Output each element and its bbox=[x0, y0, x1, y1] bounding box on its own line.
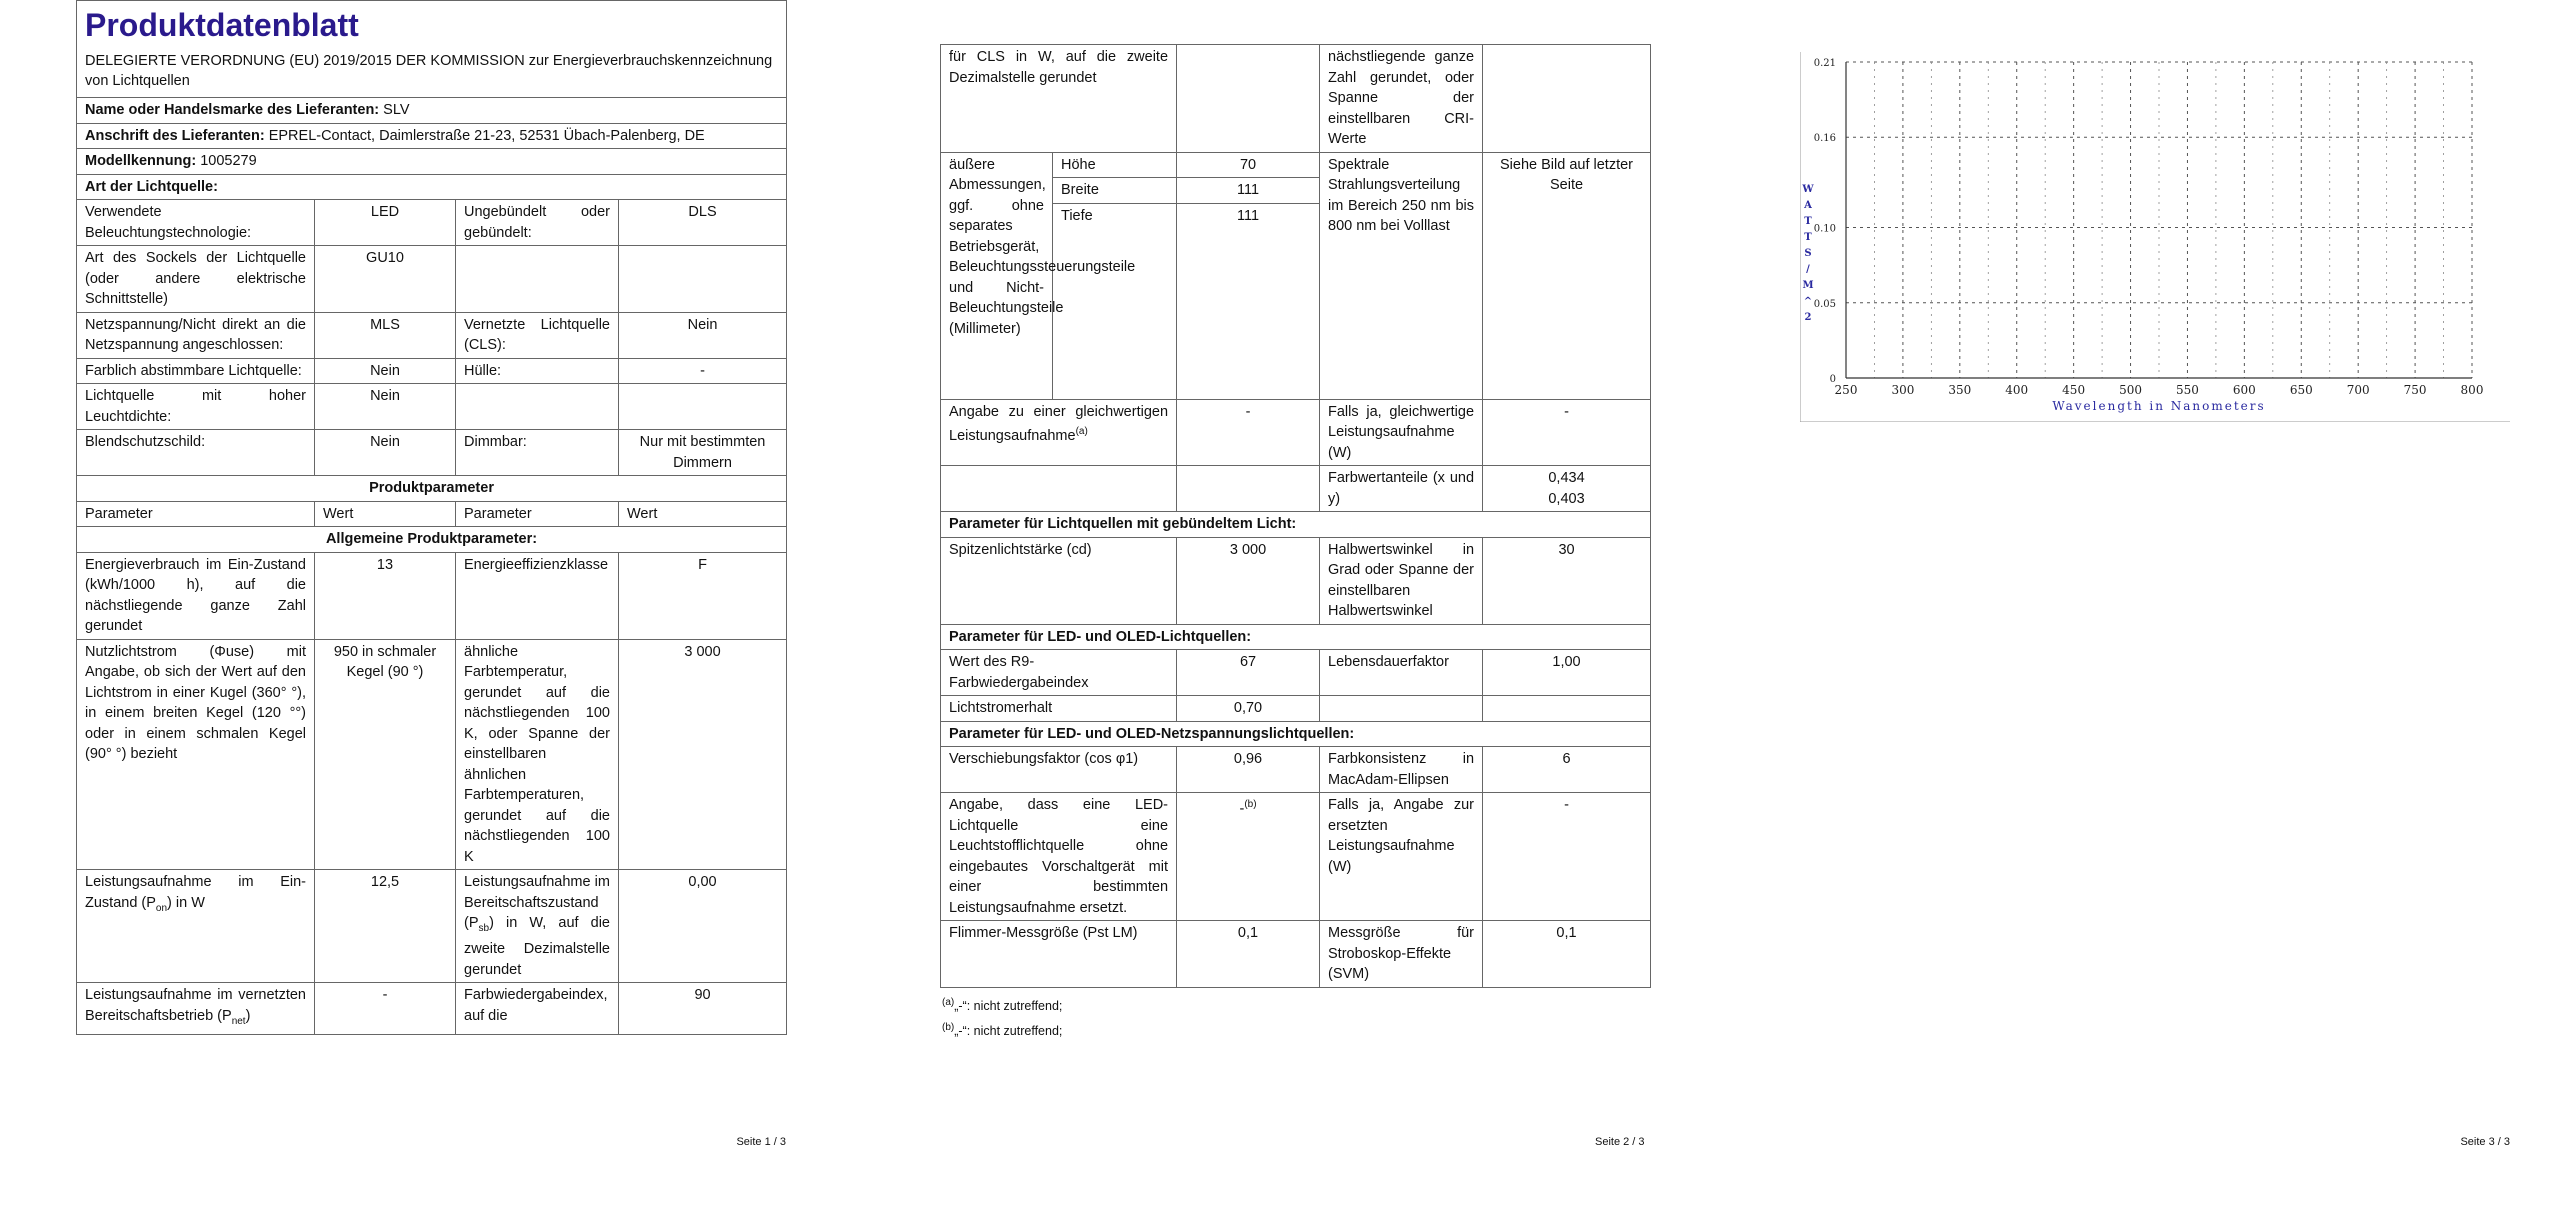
table-row bbox=[77, 552, 787, 639]
high-luminance-value: Nein bbox=[315, 384, 456, 430]
general-params-header: Allgemeine Produktparameter: bbox=[77, 527, 787, 553]
stroboscopic-value: 0,1 bbox=[1483, 921, 1651, 988]
equivalent-power-label bbox=[941, 399, 1177, 466]
x-tick-label: 500 bbox=[2119, 383, 2142, 397]
luminous-flux-label: Nutzlichtstrom (Φuse) mit Angabe, ob sich der Wert auf den Lichtstrom in einer Kugel (360° °), in einem breiten Kegel (120 °°) oder in einem schmalen Kegel (90° °) bezieht bbox=[77, 639, 315, 870]
cri-value: 90 bbox=[619, 983, 787, 1035]
on-power-sub: on bbox=[155, 902, 168, 914]
equivalent-power-text: Angabe zu einer gleichwertigen Leistungsaufnahme bbox=[949, 403, 1169, 444]
depth-label: Tiefe bbox=[1053, 203, 1177, 399]
y-tick-label: 0.21 bbox=[1813, 58, 1836, 69]
table-row bbox=[77, 312, 787, 358]
col-param-2: Parameter bbox=[456, 501, 619, 527]
flicker-label: Flimmer-Messgröße (Pst LM) bbox=[941, 921, 1177, 988]
envelope-value: - bbox=[619, 358, 787, 384]
table-row bbox=[77, 983, 787, 1035]
spectral-chart-svg bbox=[1800, 52, 2510, 422]
table-row bbox=[941, 466, 1651, 512]
on-power-label-text: Leistungsaufnahme im Ein-Zustand (P bbox=[85, 874, 306, 911]
width-value: 111 bbox=[1177, 178, 1320, 204]
lumen-maintenance-label: Lichtstromerhalt bbox=[941, 696, 1177, 722]
empty-cell bbox=[456, 246, 619, 313]
page-number: Seite 1 / 3 bbox=[736, 1136, 786, 1148]
table-row bbox=[941, 650, 1651, 696]
directional-params-header: Parameter für Lichtquellen mit gebündeltem Licht: bbox=[941, 512, 1651, 538]
replaced-power-label: Falls ja, Angabe zur ersetzten Leistungsaufnahme (W) bbox=[1320, 793, 1483, 921]
address-label: Anschrift des Lieferanten: bbox=[85, 127, 265, 144]
empty-cell bbox=[1177, 466, 1320, 512]
footnote-b bbox=[942, 1017, 1650, 1042]
cap-type-value: GU10 bbox=[315, 246, 456, 313]
y-tick-label: 0.10 bbox=[1813, 223, 1836, 235]
address-value: EPREL-Contact, Daimlerstraße 21-23, 52531 Übach-Palenberg, DE bbox=[268, 127, 705, 144]
spectral-value: Siehe Bild auf letzter Seite bbox=[1483, 152, 1651, 399]
y-tick-label: 0.16 bbox=[1813, 133, 1836, 145]
column-header-row bbox=[77, 501, 787, 527]
empty-cell bbox=[456, 384, 619, 430]
networked-standby-label bbox=[77, 983, 315, 1035]
table-row bbox=[77, 870, 787, 983]
col-value-1: Wert bbox=[315, 501, 456, 527]
peak-intensity-label: Spitzenlichtstärke (cd) bbox=[941, 537, 1177, 624]
cct-value: 3 000 bbox=[619, 639, 787, 870]
cls-value: Nein bbox=[619, 312, 787, 358]
on-power-label-text-2: ) in W bbox=[167, 894, 205, 911]
standby-label-text: Leistungsaufnahme im Bereitschaftszustand (P bbox=[464, 874, 610, 931]
col-param-1: Parameter bbox=[77, 501, 315, 527]
empty-cell bbox=[619, 384, 787, 430]
colour-consistency-value: 6 bbox=[1483, 747, 1651, 793]
table-row bbox=[941, 793, 1651, 921]
footnote-a-ref: (a) bbox=[1075, 426, 1088, 437]
height-value: 70 bbox=[1177, 152, 1320, 178]
flicker-value: 0,1 bbox=[1177, 921, 1320, 988]
equivalent-power-value: - bbox=[1177, 399, 1320, 466]
cls-standby-label-cont: für CLS in W, auf die zweite Dezimalstelle gerundet bbox=[941, 45, 1177, 153]
x-tick-label: 450 bbox=[2062, 383, 2086, 397]
regulation-subtitle: DELEGIERTE VERORDNUNG (EU) 2019/2015 DER KOMMISSION zur Energieverbrauchskennzeichnung von Lichtquellen bbox=[85, 53, 773, 89]
anti-glare-label: Blendschutzschild: bbox=[77, 430, 315, 476]
table-row bbox=[77, 430, 787, 476]
chromaticity-x: 0,434 bbox=[1548, 470, 1585, 486]
standby-sub: sb bbox=[478, 922, 490, 934]
supplier-label: Name oder Handelsmarke des Lieferanten: bbox=[85, 102, 380, 118]
energy-consumption-label: Energieverbrauch im Ein-Zustand (kWh/1000 h), auf die nächstliegende ganze Zahl gerundet bbox=[77, 552, 315, 639]
mains-label: Netzspannung/Nicht direkt an die Netzspannung angeschlossen: bbox=[77, 312, 315, 358]
model-label: Modellkennung: bbox=[85, 153, 197, 169]
x-tick-label: 750 bbox=[2403, 383, 2427, 397]
page-number: Seite 3 / 3 bbox=[2460, 1136, 2510, 1148]
datasheet-table-2 bbox=[940, 44, 1651, 988]
on-power-value: 12,5 bbox=[315, 870, 456, 983]
width-label: Breite bbox=[1053, 178, 1177, 204]
empty-cell bbox=[941, 466, 1177, 512]
standby-power-value: 0,00 bbox=[619, 870, 787, 983]
empty-cell bbox=[1483, 45, 1651, 153]
x-tick-label: 400 bbox=[2005, 383, 2029, 397]
colour-consistency-label: Farbkonsistenz in MacAdam-Ellipsen bbox=[1320, 747, 1483, 793]
technology-label: Verwendete Beleuchtungstechnologie: bbox=[77, 200, 315, 246]
light-source-type-header: Art der Lichtquelle: bbox=[77, 174, 787, 200]
x-tick-label: 650 bbox=[2289, 383, 2313, 397]
table-row bbox=[941, 537, 1651, 624]
beam-angle-label: Halbwertswinkel in Grad oder Spanne der einstellbaren Halbwertswinkel bbox=[1320, 537, 1483, 624]
y-axis-label: W A T T S / M ^ 2 bbox=[1802, 184, 1814, 323]
x-tick-label: 700 bbox=[2346, 383, 2370, 397]
efficiency-class-label: Energieeffizienzklasse bbox=[456, 552, 619, 639]
page-3 bbox=[1800, 0, 2510, 1207]
replacement-claim-value bbox=[1177, 793, 1320, 921]
directional-value: DLS bbox=[619, 200, 787, 246]
directional-label: Ungebündelt oder gebündelt: bbox=[456, 200, 619, 246]
networked-label-text: Leistungsaufnahme im vernetzten Bereitschaftsbetrieb (P bbox=[85, 987, 306, 1024]
survival-factor-value: 1,00 bbox=[1483, 650, 1651, 696]
depth-value: 111 bbox=[1177, 203, 1320, 399]
x-axis-label: Wavelength in Nanometers bbox=[2052, 399, 2266, 413]
supplier-value: SLV bbox=[383, 102, 410, 118]
tunable-label: Farblich abstimmbare Lichtquelle: bbox=[77, 358, 315, 384]
networked-label-text-2: ) bbox=[245, 1007, 251, 1024]
peak-intensity-value: 3 000 bbox=[1177, 537, 1320, 624]
luminous-flux-value: 950 in schmaler Kegel (90 °) bbox=[315, 639, 456, 870]
empty-cell bbox=[1483, 696, 1651, 722]
technology-value: LED bbox=[315, 200, 456, 246]
page-number: Seite 2 / 3 bbox=[1595, 1136, 1645, 1148]
anti-glare-value: Nein bbox=[315, 430, 456, 476]
table-row bbox=[941, 45, 1651, 153]
table-row bbox=[77, 200, 787, 246]
lumen-maintenance-value: 0,70 bbox=[1177, 696, 1320, 722]
x-tick-label: 600 bbox=[2232, 383, 2256, 397]
table-row bbox=[77, 358, 787, 384]
col-value-2: Wert bbox=[619, 501, 787, 527]
equivalent-power-w-value: - bbox=[1483, 399, 1651, 466]
r9-value: 67 bbox=[1177, 650, 1320, 696]
height-label: Höhe bbox=[1053, 152, 1177, 178]
beam-angle-value: 30 bbox=[1483, 537, 1651, 624]
stroboscopic-label: Messgröße für Stroboskop-Effekte (SVM) bbox=[1320, 921, 1483, 988]
replacement-claim-label: Angabe, dass eine LED-Lichtquelle eine Leuchtstofflichtquelle ohne eingebautes Vorschaltgerät mit einer bestimmten Leistungsaufnahme ersetzt. bbox=[941, 793, 1177, 921]
table-row bbox=[941, 921, 1651, 988]
empty-cell bbox=[1320, 696, 1483, 722]
table-row bbox=[77, 384, 787, 430]
y-tick-label: 0.05 bbox=[1813, 298, 1836, 310]
footnote-a-mark: (a) bbox=[942, 996, 955, 1008]
page-2 bbox=[940, 0, 1650, 1207]
tunable-value: Nein bbox=[315, 358, 456, 384]
efficiency-class-value: F bbox=[619, 552, 787, 639]
survival-factor-label: Lebensdauerfaktor bbox=[1320, 650, 1483, 696]
product-params-header: Produktparameter bbox=[77, 476, 787, 502]
cct-label: ähnliche Farbtemperatur, gerundet auf die nächstliegenden 100 K, oder Spanne der einstellbaren ähnlichen Farbtemperaturen, gerundet auf die nächstliegenden 100 K bbox=[456, 639, 619, 870]
cap-type-label: Art des Sockels der Lichtquelle (oder andere elektrische Schnittstelle) bbox=[77, 246, 315, 313]
table-row bbox=[941, 696, 1651, 722]
displacement-factor-label: Verschiebungsfaktor (cos φ1) bbox=[941, 747, 1177, 793]
table-row bbox=[941, 747, 1651, 793]
dimensions-label: äußere Abmessungen, ggf. ohne separates Betriebsgerät, Beleuchtungssteuerungsteile und Nicht-Beleuchtungsteile (Millimeter) bbox=[941, 152, 1053, 399]
networked-sub: net bbox=[231, 1015, 246, 1027]
table-row bbox=[77, 246, 787, 313]
x-tick-label: 300 bbox=[1891, 383, 1915, 397]
chromaticity-label: Farbwertanteile (x und y) bbox=[1320, 466, 1483, 512]
networked-standby-value: - bbox=[315, 983, 456, 1035]
datasheet-table-1 bbox=[76, 0, 787, 1035]
cri-label-cont: nächstliegende ganze Zahl gerundet, oder Spanne der einstellbaren CRI-Werte bbox=[1320, 45, 1483, 153]
mains-led-params-header: Parameter für LED- und OLED-Netzspannungslichtquellen: bbox=[941, 721, 1651, 747]
mains-value: MLS bbox=[315, 312, 456, 358]
high-luminance-label: Lichtquelle mit hoher Leuchtdichte: bbox=[77, 384, 315, 430]
cls-label: Vernetzte Lichtquelle (CLS): bbox=[456, 312, 619, 358]
table-row bbox=[941, 152, 1651, 178]
envelope-label: Hülle: bbox=[456, 358, 619, 384]
spectral-label: Spektrale Strahlungsverteilung im Bereich 250 nm bis 800 nm bei Volllast bbox=[1320, 152, 1483, 399]
x-tick-label: 800 bbox=[2460, 383, 2484, 397]
model-value: 1005279 bbox=[200, 153, 257, 169]
led-params-header: Parameter für LED- und OLED-Lichtquellen: bbox=[941, 624, 1651, 650]
x-tick-label: 250 bbox=[1834, 383, 1858, 397]
standby-label-text-2: ) in W, auf die zweite Dezimalstelle gerundet bbox=[464, 915, 610, 978]
standby-power-label bbox=[456, 870, 619, 983]
y-tick-label: 0 bbox=[1829, 374, 1836, 385]
replaced-power-value: - bbox=[1483, 793, 1651, 921]
footnote-b-text: „-“: nicht zutreffend; bbox=[954, 1023, 1063, 1038]
cri-label: Farbwiedergabeindex, auf die bbox=[456, 983, 619, 1035]
energy-consumption-value: 13 bbox=[315, 552, 456, 639]
empty-cell bbox=[619, 246, 787, 313]
footnote-b-ref: (b) bbox=[1244, 799, 1257, 810]
footnote-a-text: „-“: nicht zutreffend; bbox=[954, 998, 1063, 1013]
page-title: Produktdatenblatt bbox=[85, 7, 359, 43]
dimmable-label: Dimmbar: bbox=[456, 430, 619, 476]
replacement-dash: - bbox=[1239, 800, 1245, 817]
spectral-chart bbox=[1800, 52, 2510, 422]
chromaticity-y: 0,403 bbox=[1548, 490, 1585, 507]
on-power-label bbox=[77, 870, 315, 983]
x-tick-label: 350 bbox=[1948, 383, 1972, 397]
dimmable-value: Nur mit bestimmten Dimmern bbox=[619, 430, 787, 476]
footnote-a bbox=[942, 992, 1650, 1017]
footnote-b-mark: (b) bbox=[942, 1021, 955, 1033]
table-row bbox=[77, 639, 787, 870]
x-tick-label: 550 bbox=[2176, 383, 2199, 397]
empty-cell bbox=[1177, 45, 1320, 153]
equivalent-power-w-label: Falls ja, gleichwertige Leistungsaufnahme (W) bbox=[1320, 399, 1483, 466]
table-row bbox=[941, 399, 1651, 466]
chromaticity-value bbox=[1483, 466, 1651, 512]
displacement-factor-value: 0,96 bbox=[1177, 747, 1320, 793]
page-1 bbox=[76, 0, 786, 1207]
r9-label: Wert des R9-Farbwiedergabeindex bbox=[941, 650, 1177, 696]
